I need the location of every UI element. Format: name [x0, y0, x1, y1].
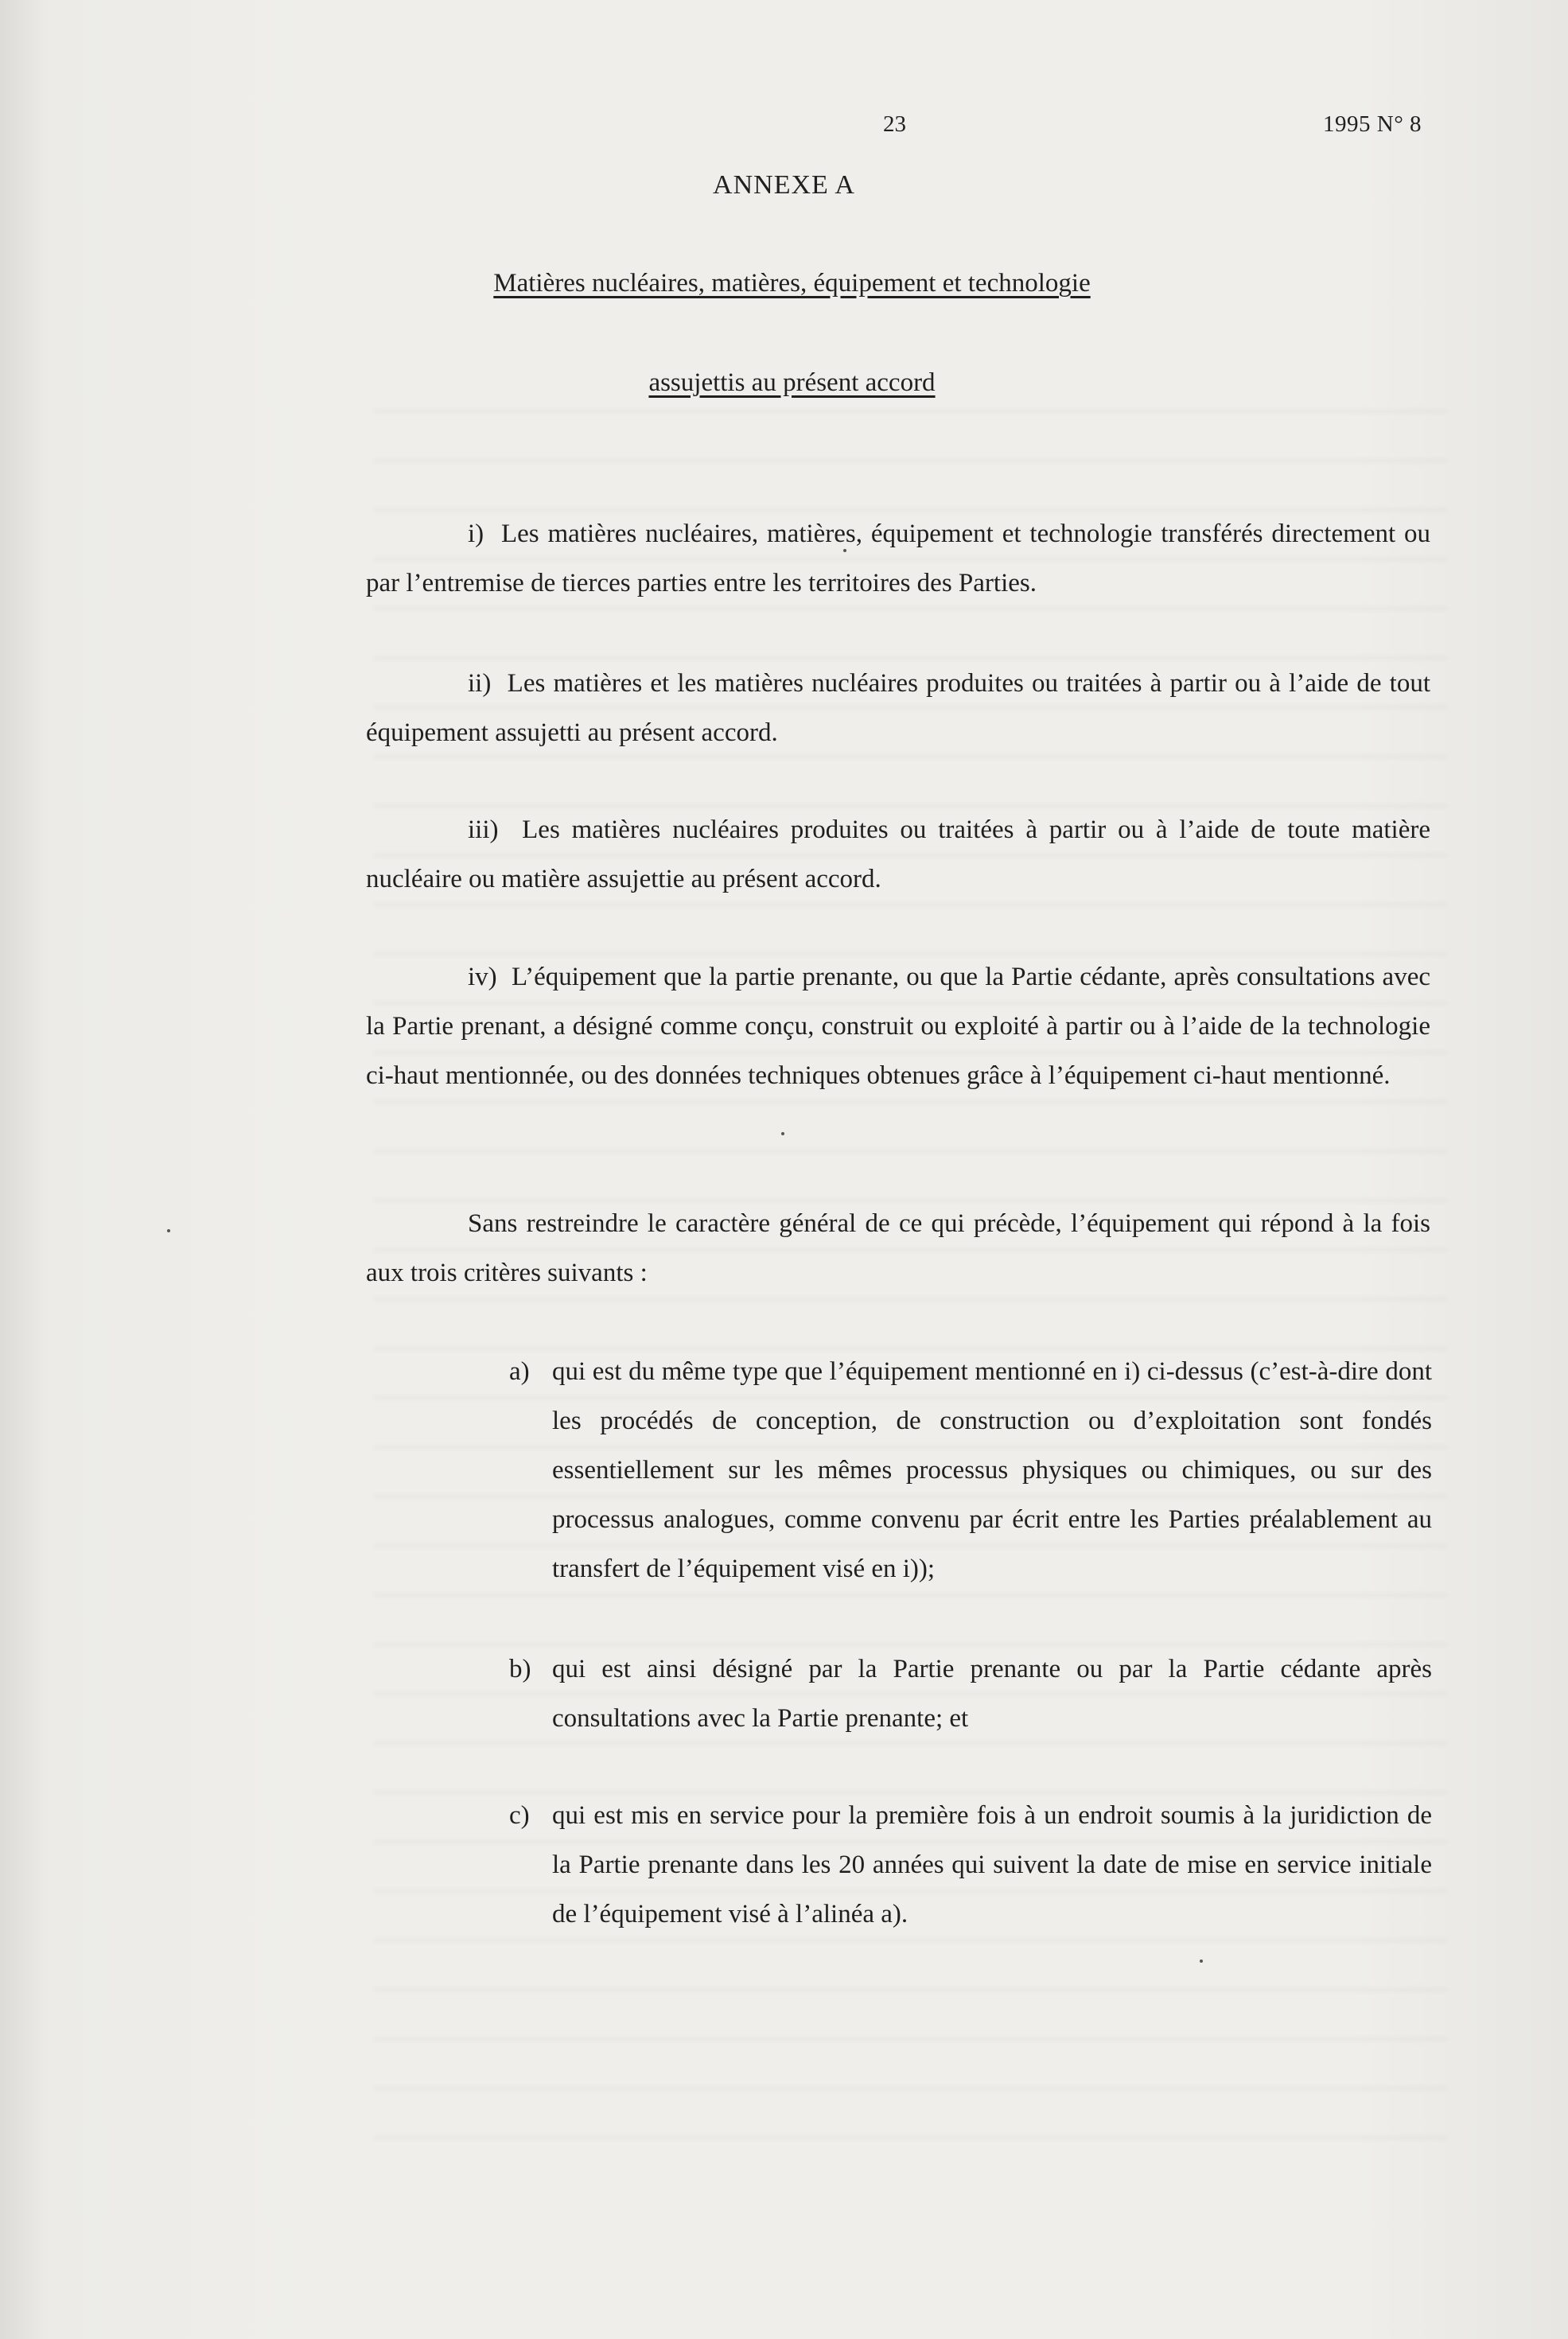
item-i: [366, 509, 1430, 608]
item-marker: i): [468, 520, 484, 548]
page-number: 23: [883, 111, 906, 137]
criterion-label: a): [509, 1357, 530, 1386]
item-iii: [366, 805, 1430, 904]
subtitle-line-2: assujettis au présent accord: [648, 368, 936, 397]
annex-title: ANNEXE A: [713, 170, 855, 200]
subtitle-line-1: Matières nucléaires, matières, équipement et technologie: [493, 269, 1091, 298]
item-marker: ii): [468, 669, 492, 698]
item-marker: iv): [468, 963, 497, 991]
ink-speck: [781, 1132, 784, 1135]
item-ii: [366, 659, 1430, 757]
item-marker: iii): [468, 815, 499, 844]
criterion-text: qui est ainsi désigné par la Partie prenante ou par la Partie cédante après consultations avec la Partie prenante; et: [552, 1655, 1432, 1733]
item-text: Les matières et les matières nucléaires produites ou traitées à partir ou à l’aide de tout équipement assujetti au présent accord.: [366, 669, 1430, 747]
criterion-text: qui est mis en service pour la première fois à un endroit soumis à la juridiction de la Partie prenante dans les 20 années qui suivent la date de mise en service initiale de l’équipement visé à l’alinéa a).: [552, 1801, 1432, 1928]
criteria-intro: Sans restreindre le caractère général de ce qui précède, l’équipement qui répond à la fois aux trois critères suivants :: [366, 1209, 1430, 1287]
ink-speck: [167, 1229, 170, 1232]
criterion-a: [509, 1347, 1432, 1594]
document-reference: 1995 N° 8: [1323, 111, 1422, 137]
item-text: L’équipement que la partie prenante, ou que la Partie cédante, après consultations avec la Partie prenant, a désigné comme conçu, construit ou exploité à partir ou à l’aide de la technologie ci-haut mentionnée, ou des données techniques obtenues grâce à l’équipement ci-haut mentionné.: [366, 963, 1431, 1090]
criterion-c: [509, 1791, 1432, 1939]
criterion-text: qui est du même type que l’équipement mentionné en i) ci-dessus (c’est-à-dire dont les procédés de conception, de construction ou d’exploitation sont fondés essentiellement sur les mêmes processus physiques ou chimiques, ou sur des processus analogues, comme convenu par écrit entre les Parties préalablement au transfert de l’équipement visé en i));: [552, 1357, 1432, 1583]
ink-speck: [843, 549, 846, 552]
item-text: Les matières nucléaires produites ou traitées à partir ou à l’aide de toute matière nucléaire ou matière assujettie au présent accord.: [366, 815, 1431, 893]
ink-speck: [1200, 1960, 1203, 1963]
item-text: Les matières nucléaires, matières, équipement et technologie transférés directement ou par l’entremise de tierces parties entre les territoires des Parties.: [366, 520, 1431, 597]
criterion-label: c): [509, 1801, 530, 1830]
item-iv: [366, 952, 1430, 1100]
criterion-b: [509, 1644, 1432, 1743]
criterion-label: b): [509, 1655, 531, 1683]
